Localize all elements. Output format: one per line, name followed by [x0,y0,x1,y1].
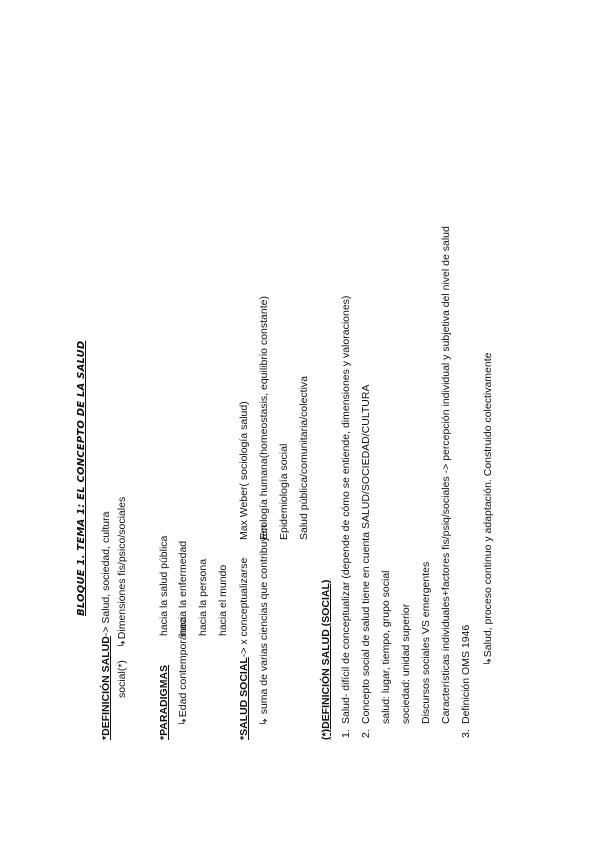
paradigma-item: hacia la persona [197,558,209,636]
definicion-heading: *DEFINICIÓN SALUD [100,636,112,740]
ciencia-item: Max Weber( sociología salud) [238,401,250,540]
ciencia-item: Salud pública/comunitaria/colectiva [298,375,310,540]
list-item: Definición OMS 1946 [460,624,472,724]
list-number: 1. [340,729,352,738]
list-item: sociedad: unidad superior [400,603,412,724]
definicion-line [100,512,112,740]
salud-social-suma: ↳ suma de varias ciencias que contribuyen [258,524,270,726]
definicion-social: social(*) [116,660,128,698]
paradigma-item: hacia la enfermedad [177,540,189,636]
list-number: 3. [460,729,472,738]
salud-social-line [238,558,250,740]
list-item: Características individuales+factores fis/psiq/sociales -> percepción individual y subjetiva del nivel de salud [440,226,452,724]
salud-social-rest: -> x conceptualizarse [238,557,250,658]
paradigma-item: hacia la salud pública [158,535,170,636]
definicion-rest: -> Salud, sociedad, cultura [100,511,112,637]
paradigmas-edad: ↳Edad contemporánea [177,616,189,726]
ciencia-item: Epidemiología social [278,443,290,540]
list-item: Discursos sociales VS emergentes [420,561,432,724]
page-title: BLOQUE 1. TEMA 1: EL CONCEPTO DE LA SALUD [76,340,87,616]
list-item: ↳Salud, proceso continuo y adaptación. Construido colectivamente [482,352,494,666]
list-item: Salud- difícil de conceptualizar (depende de cómo se entiende, dimensiones y valoraciones) [340,295,352,724]
paradigmas-heading: *PARADIGMAS [158,664,170,740]
salud-social-heading: *SALUD SOCIAL [238,657,250,740]
list-number: 2. [360,729,372,738]
definicion-dimensiones: ↳Dimensiones fis/psico/sociales [116,496,128,648]
ciencia-item: Ecología humana(homeostasis, equilibrio constante) [258,296,270,540]
paradigma-item: hacia el mundo [217,564,229,636]
list-item: Concepto social de salud tiene en cuenta SALUD/SOCIEDAD/CULTURA [360,384,372,724]
def-social-heading: (*)DEFINICIÓN SALUD (SOCIAL) [320,579,332,740]
list-item: salud: lugar, tiempo, grupo social [380,570,392,724]
